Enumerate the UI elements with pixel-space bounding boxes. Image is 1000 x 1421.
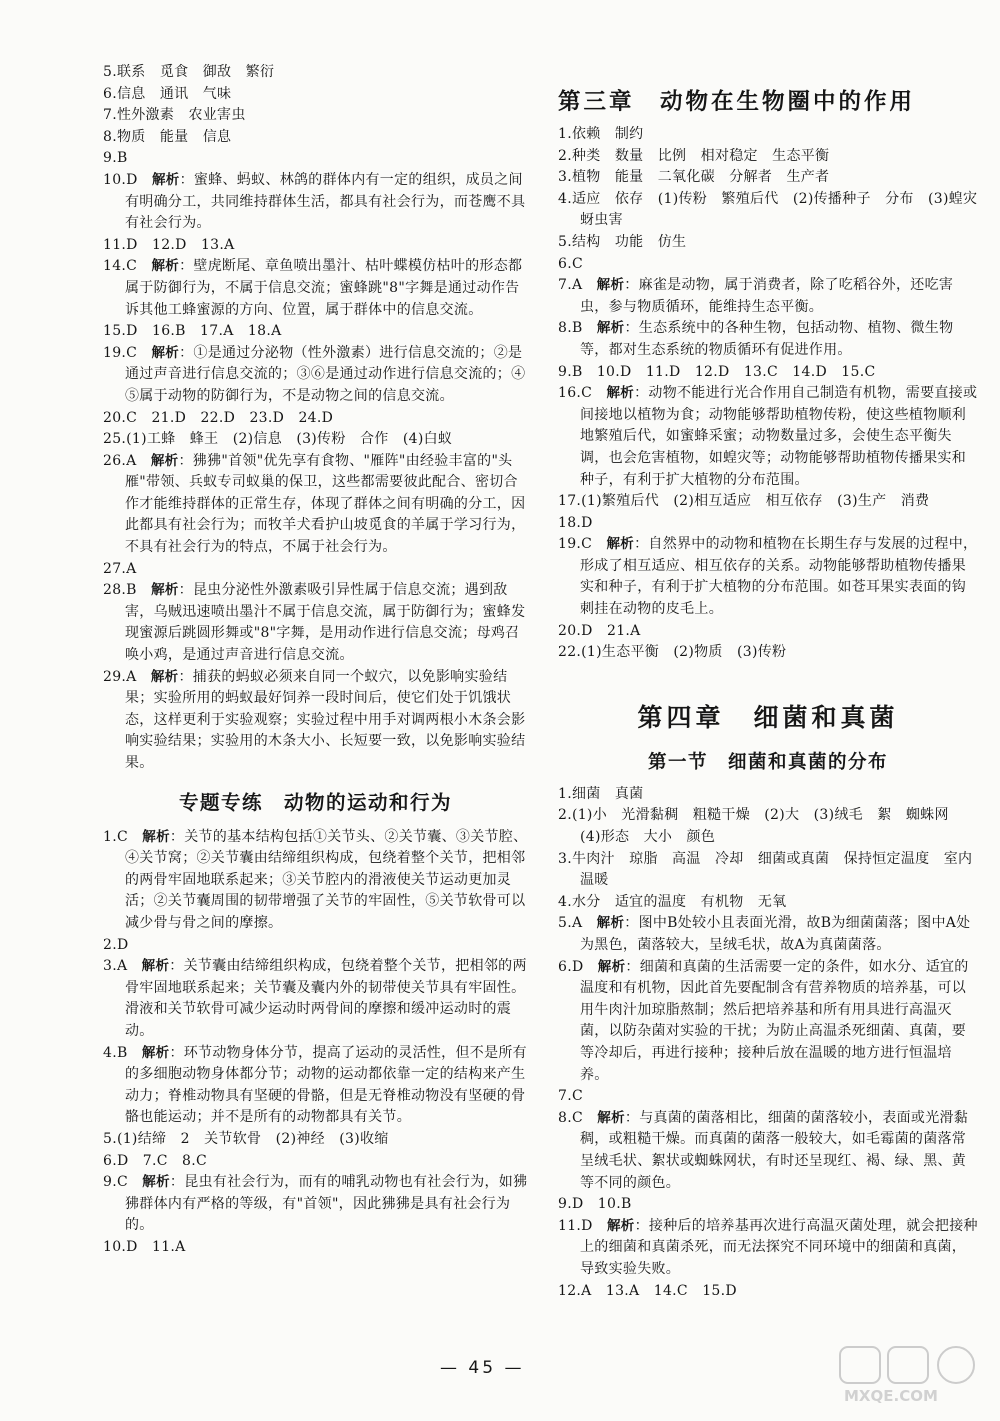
answer-item: 1.C 解析：关节的基本结构包括①关节头、②关节囊、③关节腔、④关节窝；②关节囊由结缔组织构成，包绕着整个关节，把相邻的两骨牢固地联系起来；③关节腔内的滑液使关节运动更加灵活；②关节囊周围的韧带增强了关节的牢固性，⑤关节软骨可以减少骨与骨之间的摩擦。 <box>103 828 528 931</box>
answer-item: 1.细菌 真菌 <box>558 785 644 802</box>
answer-item: 15.D 16.B 17.A 18.A <box>103 323 282 340</box>
answer-item: 22.(1)生态平衡 (2)物质 (3)传粉 <box>558 644 787 661</box>
explain-label: 解析 <box>607 1217 635 1234</box>
section1-title: 第一节 细菌和真菌的分布 <box>647 751 888 773</box>
watermark-url: MXQE.COM <box>844 1387 938 1405</box>
answer-item: 11.D 解析：接种后的培养基再次进行高温灭菌处理，就会把接种上的细菌和真菌杀死，而无法探究不同环境中的细菌和真菌，导致实验失败。 <box>558 1217 978 1277</box>
answer-item: 20.C 21.D 22.D 23.D 24.D <box>103 409 334 426</box>
explain-label: 解析 <box>142 1174 170 1191</box>
answer-item: 4.B 解析：环节动物身体分节，提高了运动的灵活性，但不是所有的多细胞动物身体都分节；动物的运动都依靠一定的结构来产生动力；脊椎动物具有坚硬的骨骼，但是无脊椎动物没有坚硬的骨骼也能运动；并不是所有的动物都具有关节。 <box>103 1044 527 1126</box>
answer-item: 16.C 解析：动物不能进行光合作用自己制造有机物，需要直接或间接地以植物为食；动物能够帮助植物传粉，使这些植物顺利地繁殖后代，如蜜蜂采蜜；动物数量过多，会使生态平衡失调，也会危害植物，如蝗灾等；动物能够帮助植物传播果实和种子，有利于扩大植物的分布范围。 <box>558 385 978 488</box>
answer-item: 8.B 解析：生态系统中的各种生物，包括动物、植物、微生物等，都对生态系统的物质循环有促进作用。 <box>558 320 954 358</box>
answer-item: 7.性外激素 农业害虫 <box>103 107 246 124</box>
answer-item: 25.(1)工蜂 蜂王 (2)信息 (3)传粉 合作 (4)白蚁 <box>103 431 453 448</box>
answer-item: 7.C <box>558 1088 583 1105</box>
answer-item: 5.结构 功能 仿生 <box>558 233 687 250</box>
answer-item: 26.A 解析：狒狒"首领"优先享有食物、"雁阵"由经验丰富的"头雁"带领、兵蚁专司蚁巢的保卫，这些都需要彼此配合、密切合作才能维持群体的正常生存，体现了群体之间有明确的分工，因此都具有社会行为；而牧羊犬看护山坡觅食的羊属于学习行为，不具有社会行为的特点，不属于社会行为。 <box>103 452 526 556</box>
explain-label: 解析 <box>151 258 180 275</box>
answer-item: 3.植物 能量 二氧化碳 分解者 生产者 <box>558 169 830 186</box>
chapter3-title: 第三章 动物在生物圈中的作用 <box>558 89 916 115</box>
answer-item: 20.D 21.A <box>558 622 641 639</box>
explain-label: 解析 <box>142 828 170 845</box>
answer-item: 2.D <box>103 936 129 953</box>
answer-item: 11.D 12.D 13.A <box>103 236 235 253</box>
answer-item: 9.D 10.B <box>558 1196 632 1213</box>
explain-label: 解析 <box>141 1044 170 1061</box>
answer-item: 7.A 解析：麻雀是动物，属于消费者，除了吃稻谷外，还吃害虫，参与物质循环，能维持生态平衡。 <box>558 277 954 315</box>
answer-item: 9.C 解析：昆虫有社会行为，而有的哺乳动物也有社会行为，如狒狒群体内有严格的等级，有"首领"，因此狒狒是具有社会行为的。 <box>103 1174 528 1234</box>
answer-item: 19.C 解析：自然界中的动物和植物在长期生存与发展的过程中，形成了相互适应、相互依存的关系。动物能够帮助植物传播果实和种子，有利于扩大植物的分布范围。如苍耳果实表面的钩刺挂在动物的皮毛上。 <box>558 536 978 618</box>
answer-item: 2.(1)小 光滑黏稠 粗糙干燥 (2)大 (3)绒毛 絮 蜘蛛网 (4)形态 大小 颜色 <box>558 807 964 846</box>
explain-label: 解析 <box>151 582 179 599</box>
answer-item: 4.适应 依存 (1)传粉 繁殖后代 (2)传播种子 分布 (3)蝗灾 蚜虫害 <box>558 190 992 229</box>
answer-item: 8.C 解析：与真菌的菌落相比，细菌的菌落较小，表面或光滑黏稠，或粗糙干燥。而真菌的菌落一般较大，如毛霉菌的菌落常呈绒毛状、絮状或蜘蛛网状，有时还呈现红、褐、绿、黑、黄等不同的颜色。 <box>558 1109 969 1191</box>
answer-list-bottom <box>103 827 528 1259</box>
answer-item: 12.A 13.A 14.C 15.D <box>558 1282 737 1299</box>
explain-label: 解析 <box>150 668 179 685</box>
answer-item: 6.信息 通讯 气味 <box>103 85 232 102</box>
page-number: — 45 — <box>440 1358 525 1378</box>
answer-item: 8.物质 能量 信息 <box>103 128 232 145</box>
explain-label: 解析 <box>596 320 625 337</box>
explain-label: 解析 <box>597 1109 625 1126</box>
explain-label: 解析 <box>141 958 170 975</box>
explain-label: 解析 <box>151 344 180 361</box>
answer-item: 10.D 11.A <box>103 1238 186 1255</box>
explain-label: 解析 <box>596 915 625 932</box>
answer-item: 28.B 解析：昆虫分泌性外激素吸引异性属于信息交流；遇到敌害，乌贼迅速喷出墨汁不属于信息交流，属于防御行为；蜜蜂发现蜜源后跳圆形舞或"8"字舞，是用动作进行信息交流；母鸡召唤小鸡，是通过声音进行信息交流。 <box>103 582 526 664</box>
explain-label: 解析 <box>596 277 625 294</box>
answer-item: 18.D <box>558 514 593 531</box>
answer-item: 5.(1)结缔 2 关节软骨 (2)神经 (3)收缩 <box>103 1130 389 1147</box>
chapter3-answer-list <box>558 124 992 664</box>
answer-item: 9.B <box>103 150 128 167</box>
answer-item: 27.A <box>103 560 137 577</box>
answer-item: 10.D 解析：蜜蜂、蚂蚁、林鸽的群体内有一定的组织，成员之间有明确分工，共同维持群体生活，都具有社会行为，而苍鹰不具有社会行为。 <box>103 171 526 232</box>
right-column <box>558 84 992 1302</box>
watermark-logo <box>836 1343 986 1407</box>
section1-answer-list <box>558 784 978 1302</box>
explain-label: 解析 <box>150 452 179 469</box>
answer-item: 1.依赖 制约 <box>558 126 644 142</box>
answer-item: 14.C 解析：壁虎断尾、章鱼喷出墨汁、枯叶蝶模仿枯叶的形态都属于防御行为，不属于信息交流；蜜蜂跳"8"字舞是通过动作告诉其他工蜂蜜源的方向、位置，属于群体中的信息交流。 <box>103 258 523 318</box>
answer-item: 2.种类 数量 比例 相对稳定 生态平衡 <box>558 147 830 164</box>
explain-label: 解析 <box>597 958 626 975</box>
answer-item: 5.联系 觅食 御敌 繁衍 <box>103 64 275 80</box>
answer-item: 5.A 解析：图中B处较小且表面光滑，故B为细菌菌落；图中A处为黑色，菌落较大，呈绒毛状，故A为真菌菌落。 <box>558 915 971 953</box>
answer-item: 17.(1)繁殖后代 (2)相互适应 相互依存 (3)生产 消费 <box>558 493 930 510</box>
answer-item: 6.D 解析：细菌和真菌的生活需要一定的条件，如水分、适宜的温度和有机物，因此首先要配制含有营养物质的培养基，可以用牛肉汁加琼脂熬制；然后把培养基和所有用具进行高温灭菌，以防杂菌对实验的干扰；为防止高温杀死细菌、真菌，要等冷却后，再进行接种；接种后放在温暖的地方进行恒温培养。 <box>558 958 969 1083</box>
chapter4-title: 第四章 细菌和真菌 <box>637 702 899 732</box>
answer-item: 9.B 10.D 11.D 12.D 13.C 14.D 15.C <box>558 363 876 380</box>
answer-item: 6.D 7.C 8.C <box>103 1152 208 1169</box>
explain-label: 解析 <box>606 536 635 553</box>
answer-item: 19.C 解析：①是通过分泌物（性外激素）进行信息交流的；②是通过声音进行信息交流的；③⑥是通过动作进行信息交流的；④⑤属于动物的防御行为，不是动物之间的信息交流。 <box>103 344 526 404</box>
explain-label: 解析 <box>606 385 635 402</box>
answer-list-top <box>103 62 528 775</box>
topic-title: 专题专练 动物的运动和行为 <box>178 790 452 814</box>
answer-item: 6.C <box>558 255 583 272</box>
answer-item: 3.牛肉汁 琼脂 高温 冷却 细菌或真菌 保持恒定温度 室内温暖 <box>558 850 973 889</box>
answer-item: 4.水分 适宜的温度 有机物 无氧 <box>558 893 787 910</box>
explain-label: 解析 <box>152 171 180 188</box>
answer-item: 29.A 解析：捕获的蚂蚁必须来自同一个蚁穴，以免影响实验结果；实验所用的蚂蚁最好饲养一段时间后，使它们处于饥饿状态，这样更利于实验观察；实验过程中用手对调两根小木条会影响实验结果；实验用的木条大小、长短要一致，以免影响实验结果。 <box>103 668 526 771</box>
left-column <box>103 62 528 1258</box>
answer-item: 3.A 解析：关节囊由结缔组织构成，包绕着整个关节，把相邻的两骨牢固地联系起来；关节囊及囊内外的韧带使关节具有牢固性。滑液和关节软骨可减少运动时两骨间的摩擦和缓冲运动时的震动。 <box>103 958 527 1039</box>
